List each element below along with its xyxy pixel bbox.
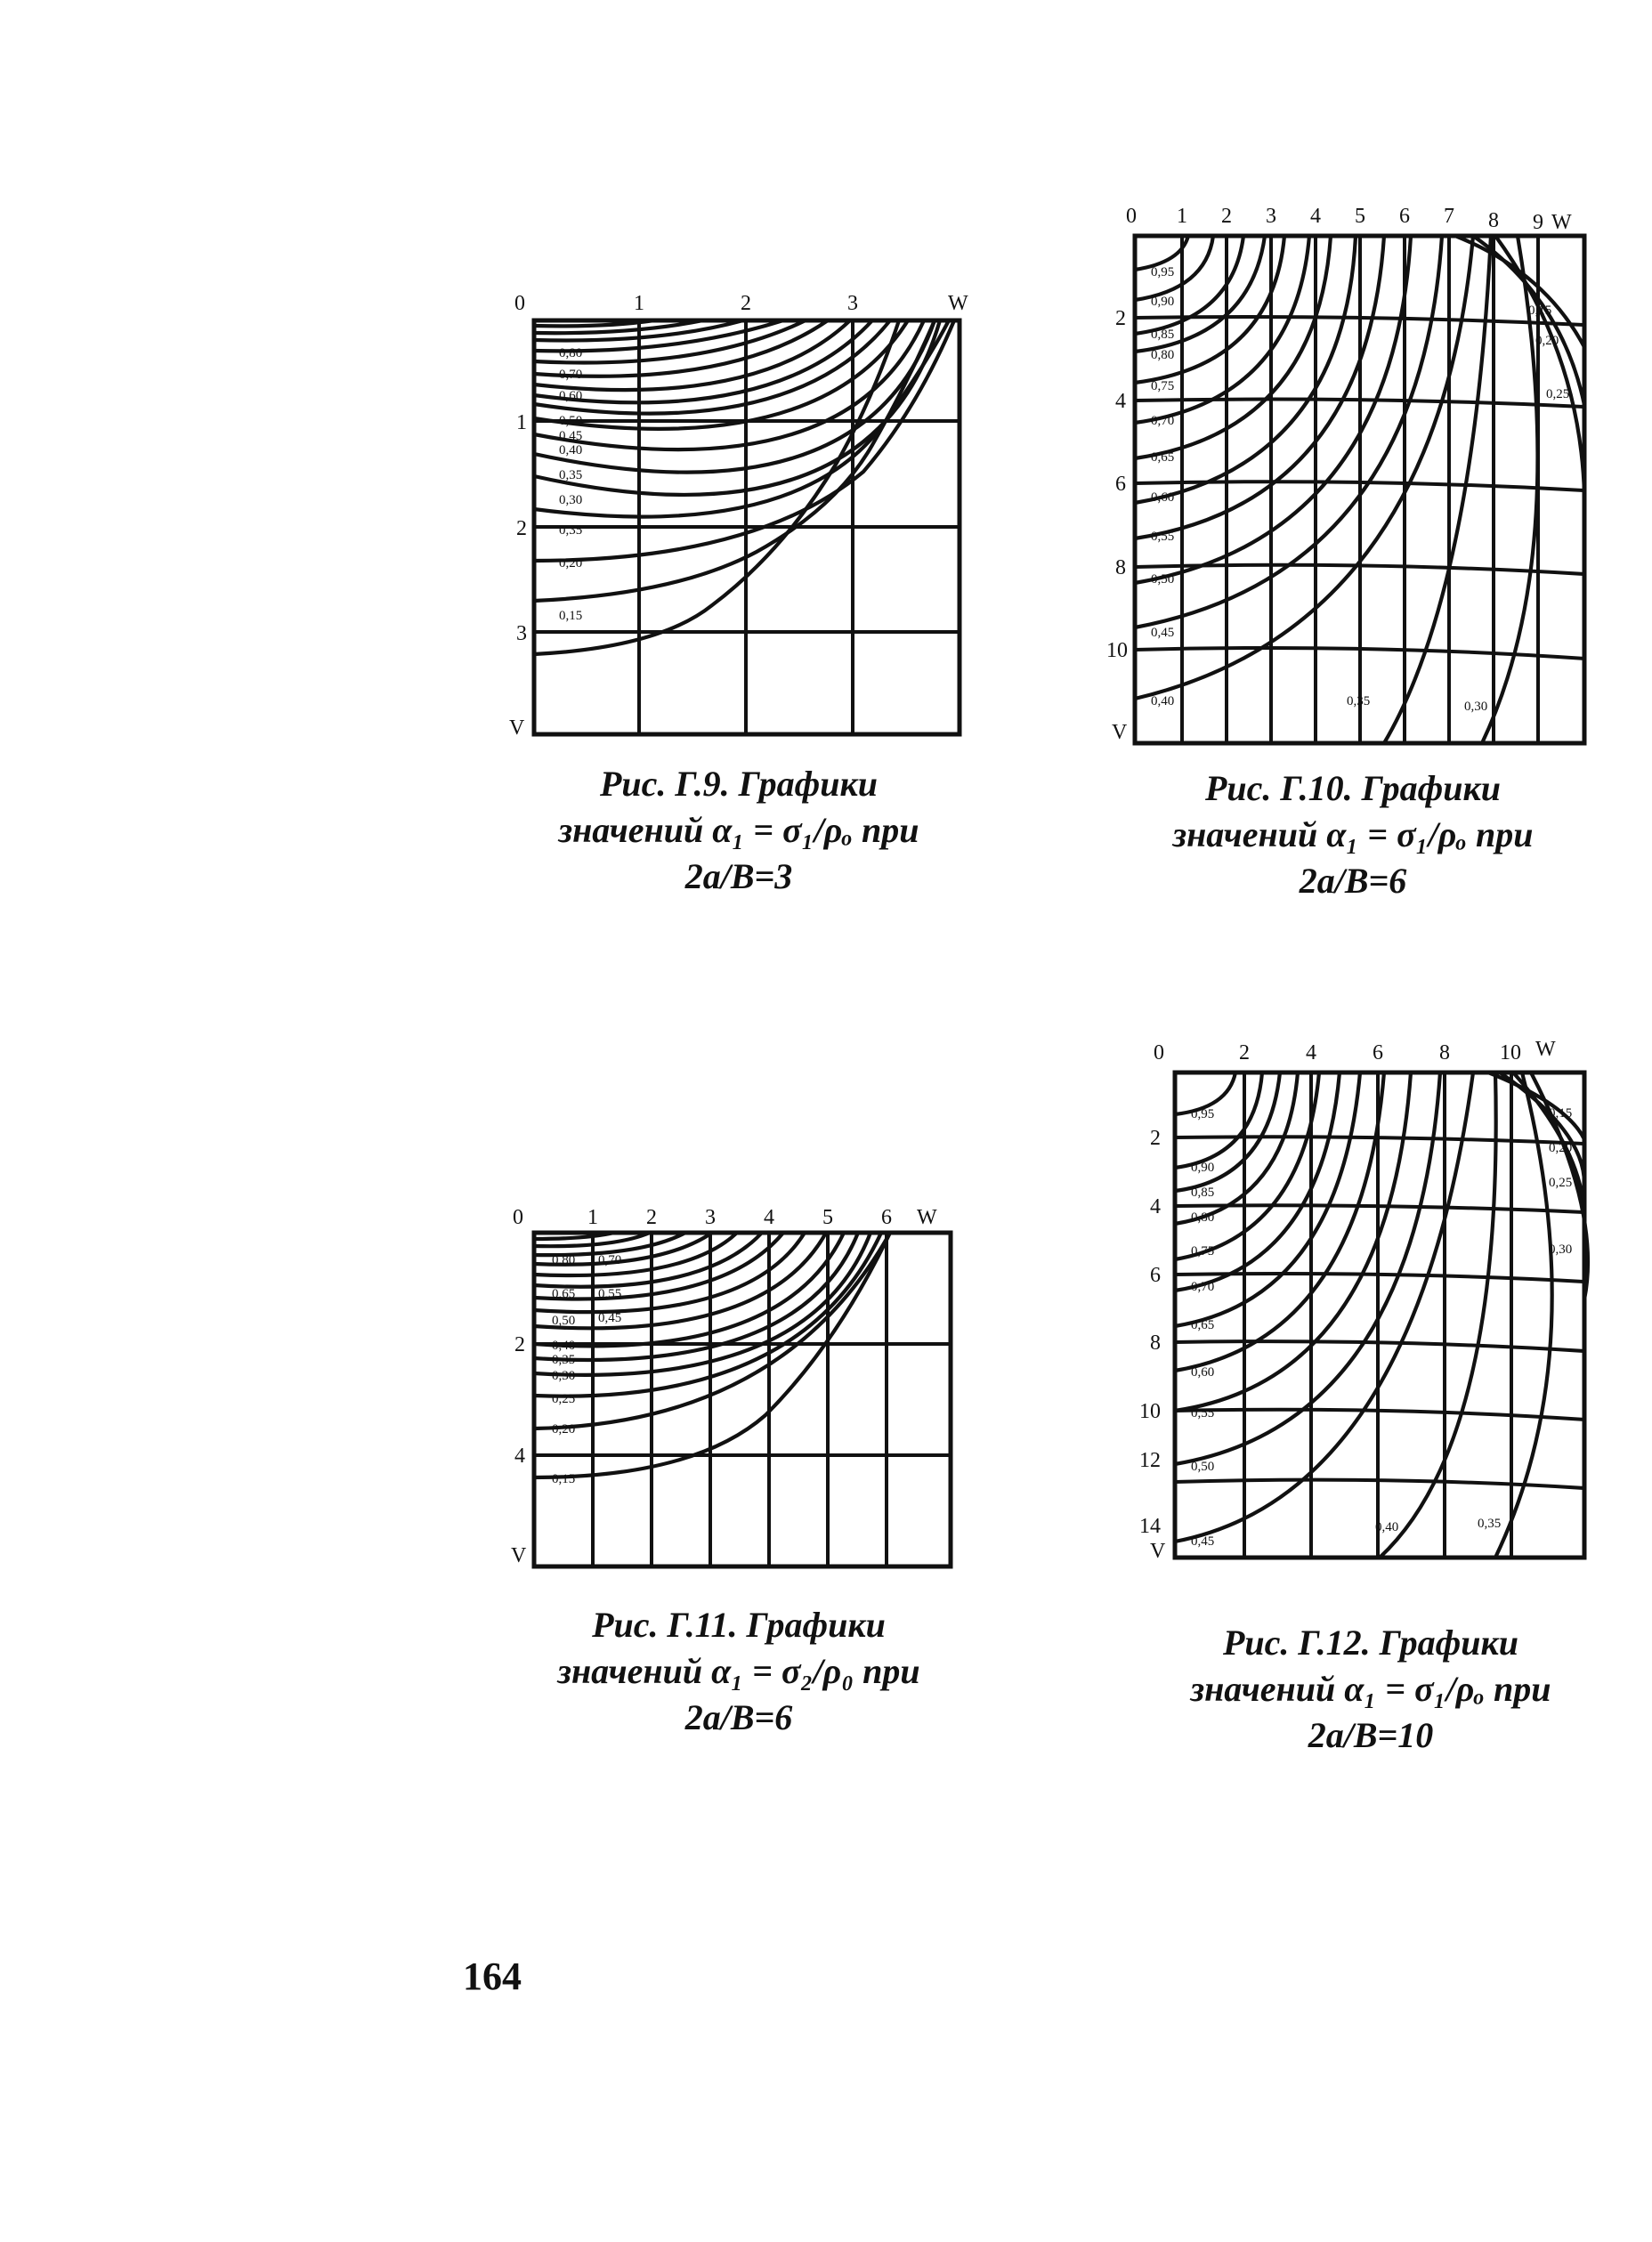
svg-text:0,20: 0,20 <box>559 556 583 571</box>
g12-xtick: 10 <box>1500 1041 1521 1064</box>
svg-text:0,40: 0,40 <box>1151 694 1175 708</box>
g12-xtick: 8 <box>1439 1041 1450 1064</box>
svg-text:0,30: 0,30 <box>552 1369 576 1383</box>
g10-xtick: 7 <box>1444 205 1454 228</box>
caption-line: Рис. Г.9. Графики <box>599 764 879 804</box>
svg-text:0,45: 0,45 <box>1151 626 1175 640</box>
caption-line: 2a/B=6 <box>684 1697 793 1737</box>
g11-xtick: 6 <box>881 1206 892 1229</box>
g10-chart <box>1099 200 1598 752</box>
caption-g10 <box>1113 765 1593 904</box>
g11-xtick: 4 <box>764 1206 774 1229</box>
g12-x-axis-name: W <box>1535 1038 1556 1061</box>
caption-g11 <box>507 1602 970 1741</box>
caption-line: значений α₁ = σ₁/ρₒ при <box>1190 1669 1551 1709</box>
g12-ytick: 4 <box>1150 1195 1161 1218</box>
g10-grid <box>1135 236 1584 743</box>
g10-y-axis-name: V <box>1112 721 1128 744</box>
g12-ytick: 12 <box>1139 1449 1161 1472</box>
svg-text:0,80: 0,80 <box>552 1253 576 1267</box>
svg-text:0,80: 0,80 <box>1151 348 1175 362</box>
svg-text:0,30: 0,30 <box>1549 1242 1573 1257</box>
svg-text:0,90: 0,90 <box>1191 1161 1215 1175</box>
caption-g12 <box>1130 1620 1611 1759</box>
svg-text:0,40: 0,40 <box>559 443 583 457</box>
caption-line: значений α₁ = σ₂/ρ₀ при <box>557 1651 920 1691</box>
g12-ytick: 14 <box>1139 1515 1161 1538</box>
g11-ytick: 2 <box>514 1333 525 1356</box>
caption-g9 <box>507 761 970 900</box>
svg-text:0,20: 0,20 <box>1535 334 1559 348</box>
g9-xtick: 1 <box>634 292 644 315</box>
svg-text:0,20: 0,20 <box>552 1422 576 1437</box>
g9-ytick: 1 <box>516 411 527 434</box>
svg-text:0,50: 0,50 <box>552 1314 576 1328</box>
g12-ytick: 6 <box>1150 1264 1161 1287</box>
svg-text:0,65: 0,65 <box>552 1287 576 1301</box>
svg-text:0,70: 0,70 <box>1151 414 1175 428</box>
g11-chart <box>498 1193 979 1575</box>
svg-text:0,40: 0,40 <box>552 1339 576 1353</box>
svg-text:0,50: 0,50 <box>559 414 583 428</box>
svg-text:0,65: 0,65 <box>1151 450 1175 465</box>
g12-curve-labels <box>1191 1106 1572 1549</box>
g9-origin: 0 <box>514 292 525 315</box>
g10-ytick: 8 <box>1115 556 1126 579</box>
svg-text:0,25: 0,25 <box>552 1392 576 1406</box>
g10-xtick: 4 <box>1310 205 1321 228</box>
svg-text:0,75: 0,75 <box>1191 1244 1215 1259</box>
svg-text:0,95: 0,95 <box>1151 265 1175 279</box>
svg-text:0,70: 0,70 <box>559 368 583 382</box>
g9-x-axis-name: W <box>948 292 968 315</box>
svg-text:0,70: 0,70 <box>598 1253 622 1267</box>
g12-xtick: 4 <box>1306 1041 1316 1064</box>
svg-text:0,55: 0,55 <box>598 1287 622 1301</box>
svg-text:0,45: 0,45 <box>598 1311 622 1325</box>
g9-xtick: 3 <box>847 292 858 315</box>
g10-xtick: 6 <box>1399 205 1410 228</box>
svg-text:0,35: 0,35 <box>1347 694 1371 708</box>
svg-text:0,80: 0,80 <box>559 346 583 360</box>
svg-text:0,35: 0,35 <box>559 523 583 538</box>
g11-x-axis-name: W <box>917 1206 937 1229</box>
svg-text:0,30: 0,30 <box>1464 700 1488 714</box>
g11-xtick: 3 <box>705 1206 716 1229</box>
svg-text:0,70: 0,70 <box>1191 1280 1215 1294</box>
svg-text:0,15: 0,15 <box>1528 304 1552 318</box>
g11-origin: 0 <box>513 1206 523 1229</box>
g11-y-axis-name: V <box>511 1544 527 1567</box>
svg-text:0,60: 0,60 <box>1191 1365 1215 1380</box>
g10-xtick: 3 <box>1266 205 1276 228</box>
g12-ytick: 2 <box>1150 1127 1161 1150</box>
g11-xtick: 1 <box>587 1206 598 1229</box>
svg-text:0,65: 0,65 <box>1191 1318 1215 1332</box>
svg-text:0,90: 0,90 <box>1151 295 1175 309</box>
g9-ytick: 2 <box>516 517 527 540</box>
g9-chart <box>498 285 979 748</box>
svg-text:0,50: 0,50 <box>1191 1460 1215 1474</box>
svg-text:0,30: 0,30 <box>559 493 583 507</box>
caption-line: значений α₁ = σ₁/ρₒ при <box>1172 814 1534 854</box>
svg-text:0,25: 0,25 <box>1549 1176 1573 1190</box>
svg-text:0,55: 0,55 <box>1191 1406 1215 1420</box>
g12-xtick: 2 <box>1239 1041 1250 1064</box>
g10-xtick: 8 <box>1488 209 1499 232</box>
figure-g12 <box>1122 1032 1602 1566</box>
svg-text:0,25: 0,25 <box>1546 387 1570 401</box>
caption-line: значений α₁ = σ₁/ρₒ при <box>558 810 919 850</box>
g10-xtick: 5 <box>1355 205 1365 228</box>
svg-text:0,15: 0,15 <box>1549 1106 1573 1121</box>
svg-text:0,40: 0,40 <box>1375 1520 1399 1534</box>
caption-line: 2a/B=3 <box>684 856 793 896</box>
svg-text:0,45: 0,45 <box>559 429 583 443</box>
svg-text:0,20: 0,20 <box>1549 1141 1573 1155</box>
figure-g11 <box>498 1193 979 1575</box>
g9-ytick: 3 <box>516 622 527 645</box>
g12-chart <box>1122 1032 1602 1566</box>
g10-ytick: 2 <box>1115 307 1126 330</box>
svg-text:0,85: 0,85 <box>1191 1186 1215 1200</box>
g9-y-axis-name: V <box>509 716 525 740</box>
svg-text:0,35: 0,35 <box>552 1353 576 1367</box>
g10-xtick: 1 <box>1177 205 1187 228</box>
svg-text:0,60: 0,60 <box>1151 490 1175 505</box>
g9-grid <box>534 320 960 734</box>
g10-ytick: 4 <box>1115 390 1126 413</box>
svg-text:0,15: 0,15 <box>559 609 583 623</box>
page-number: 164 <box>463 1955 522 1998</box>
g10-xtick: 2 <box>1221 205 1232 228</box>
g12-y-axis-name: V <box>1150 1540 1166 1563</box>
figure-g10 <box>1099 200 1598 752</box>
svg-text:0,15: 0,15 <box>552 1472 576 1486</box>
g10-ytick: 10 <box>1106 639 1128 662</box>
g10-x-axis-name: W <box>1551 211 1572 234</box>
g11-grid <box>534 1233 951 1566</box>
svg-text:0,75: 0,75 <box>1151 379 1175 393</box>
g10-origin: 0 <box>1126 205 1137 228</box>
caption-line: 2a/B=6 <box>1299 861 1407 901</box>
svg-text:0,50: 0,50 <box>1151 572 1175 587</box>
g11-ytick: 4 <box>514 1445 525 1468</box>
g10-ytick: 6 <box>1115 473 1126 496</box>
g9-xtick: 2 <box>741 292 751 315</box>
g12-ytick: 8 <box>1150 1331 1161 1355</box>
caption-line: Рис. Г.12. Графики <box>1222 1623 1519 1663</box>
caption-line: Рис. Г.10. Графики <box>1204 768 1502 808</box>
svg-text:0,85: 0,85 <box>1151 328 1175 342</box>
g12-isolines <box>1175 1072 1588 1558</box>
svg-text:0,35: 0,35 <box>559 468 583 482</box>
g11-xtick: 5 <box>822 1206 833 1229</box>
svg-text:0,35: 0,35 <box>1478 1517 1502 1531</box>
svg-text:0,55: 0,55 <box>1151 530 1175 544</box>
g11-xtick: 2 <box>646 1206 657 1229</box>
g12-xtick: 6 <box>1373 1041 1383 1064</box>
svg-text:0,80: 0,80 <box>1191 1210 1215 1225</box>
svg-text:0,45: 0,45 <box>1191 1534 1215 1549</box>
caption-line: 2a/B=10 <box>1308 1715 1434 1755</box>
g12-ytick: 10 <box>1139 1400 1161 1423</box>
g12-origin: 0 <box>1154 1041 1164 1064</box>
svg-text:0,95: 0,95 <box>1191 1107 1215 1121</box>
g10-xtick: 9 <box>1533 211 1543 234</box>
figure-g9 <box>498 285 979 748</box>
svg-text:0,60: 0,60 <box>559 389 583 403</box>
caption-line: Рис. Г.11. Графики <box>592 1605 886 1645</box>
